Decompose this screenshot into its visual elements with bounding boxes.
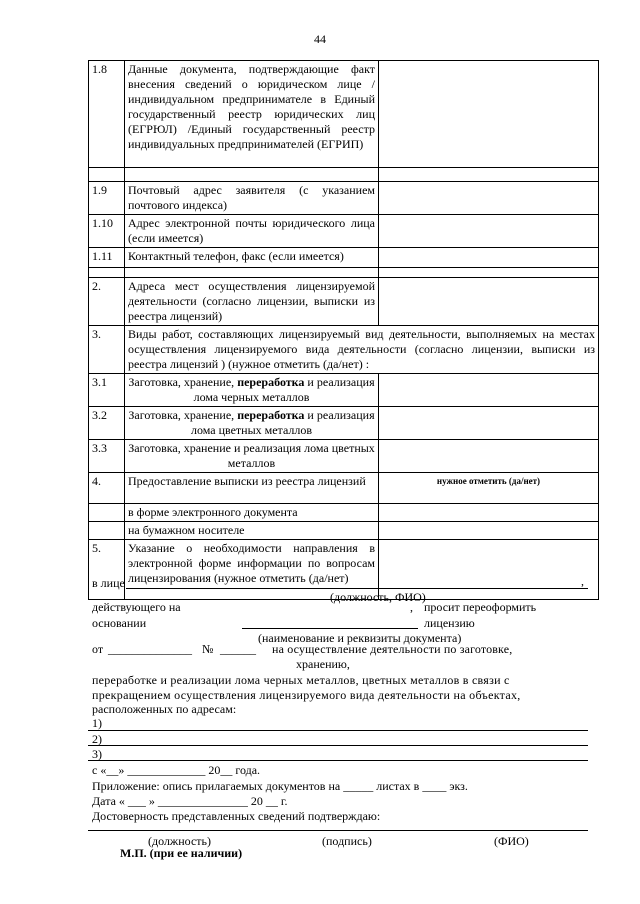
table-row-spacer [89,168,599,182]
row-number: 1.9 [89,182,125,215]
table-row [89,248,599,268]
table-row [89,440,599,473]
table-row [89,182,599,215]
row-number: 1.10 [89,215,125,248]
position-fio-caption: (должность, ФИО) [330,590,426,604]
row-number: 1.11 [89,248,125,268]
address-1-field[interactable] [88,730,588,731]
row-value-cell[interactable] [379,61,599,168]
row-number [89,504,125,522]
address-1-label: 1) [92,716,102,730]
date-from-line: с «__» _____________ 20__ года. [92,763,261,777]
table-row [89,504,599,522]
license-number-field[interactable]: ______ [220,642,256,656]
row-value-cell[interactable] [379,182,599,215]
row-number [89,522,125,540]
row-label: Заготовка, хранение и реализация лома цветных металлов [125,440,379,473]
row-label: Адреса мест осуществления лицензируемой деятельности (согласно лицензии, выписки из реестра лицензий) [125,278,379,326]
on-exercise-text: на осуществление деятельности по заготовке, [272,642,513,656]
row-number: 4. [89,473,125,504]
paragraph-line-1: переработке и реализации лома черных металлов, цветных металлов в связи с [92,673,510,687]
row-number: 5. [89,540,125,600]
number-sign: № [202,642,214,656]
storage-text: хранению, [296,657,350,671]
row-value-cell[interactable] [379,215,599,248]
row-number: 1.8 [89,61,125,168]
comma: , [410,600,413,614]
row-number: 3. [89,326,125,374]
row-value-cell[interactable] [379,522,599,540]
row-label: Адрес электронной почты юридического лица (если имеется) [125,215,379,248]
row-label: на бумажном носителе [125,522,379,540]
table-row [89,473,599,504]
row-value-cell[interactable] [379,504,599,522]
table-row [89,278,599,326]
page-number: 44 [314,32,326,46]
row-label: Указание о необходимости направления в электронной форме информации по вопросам лицензирования (нужное отметить (да/нет) [125,540,379,600]
comma: , [581,574,584,588]
document-caption: (наименование и реквизиты документа) [258,631,462,645]
table-row [89,326,599,374]
table-row [89,61,599,168]
stamp-label: М.П. (при ее наличии) [120,846,243,860]
signature-line[interactable] [88,830,588,831]
from-label: от [92,642,104,656]
date-line: Дата « ___ » _______________ 20 __ г. [92,794,288,808]
acting-on-label: действующего на [92,600,181,614]
row-label: Предоставление выписки из реестра лицензий [125,473,379,504]
from-date-field[interactable]: ______________ [108,642,192,656]
row-number: 3.1 [89,374,125,407]
row-label: Почтовый адрес заявителя (с указанием почтового индекса) [125,182,379,215]
table-row [89,215,599,248]
paragraph-line-3: расположенных по адресам: [92,702,237,716]
row-number: 3.3 [89,440,125,473]
row-number: 2. [89,278,125,326]
license-data-table [88,60,599,600]
table-row [89,522,599,540]
signature-sign-caption: (подпись) [322,834,372,848]
paragraph-line-2: прекращением осуществления лицензируемого вида деятельности на объектах, [92,688,521,702]
row-label: Заготовка, хранение, переработка и реализация лома цветных металлов [125,407,379,440]
license-word: лицензию [424,616,475,630]
basis-label: основании [92,616,147,630]
address-2-field[interactable] [88,745,588,746]
confirm-line: Достоверность представленных сведений подтверждаю: [92,809,381,823]
row-label: Контактный телефон, факс (если имеется) [125,248,379,268]
address-3-label: 3) [92,747,102,761]
row-value-cell[interactable] [379,440,599,473]
table-row-spacer [89,268,599,278]
row-number: 3.2 [89,407,125,440]
address-3-field[interactable] [88,760,588,761]
document-field[interactable] [242,628,418,629]
row-label: Данные документа, подтверждающие факт внесения сведений о юридическом лице /индивидуальном предпринимателе в Единый государственный реестр юридических лиц (ЕГРЮЛ) /Единый государственный реестр индивидуальных предпринимателей (ЕГРИП) [125,61,379,168]
position-fio-field[interactable] [126,588,588,589]
signature-fio-caption: (ФИО) [494,834,529,848]
signature-position-caption: (должность) [148,834,211,848]
table-row [89,407,599,440]
row-label: Заготовка, хранение, переработка и реализация лома черных металлов [125,374,379,407]
address-2-label: 2) [92,732,102,746]
row-label: в форме электронного документа [125,504,379,522]
table-row [89,374,599,407]
row-label: Виды работ, составляющих лицензируемый вид деятельности, выполняемых на местах осуществления лицензируемого вида деятельности (согласно лицензии, выписки из реестра лицензий ) (нужное отметить (да/нет) : [125,326,599,374]
row-value-cell[interactable] [379,278,599,326]
attachment-line: Приложение: опись прилагаемых документов на _____ листах в ____ экз. [92,779,468,793]
row-value-cell[interactable] [379,407,599,440]
requests-text: просит переоформить [424,600,537,614]
row-value-cell[interactable] [379,374,599,407]
row-value-cell[interactable]: нужное отметить (да/нет) [379,473,599,504]
in-person-label: в лице [92,576,125,590]
row-value-cell[interactable] [379,248,599,268]
